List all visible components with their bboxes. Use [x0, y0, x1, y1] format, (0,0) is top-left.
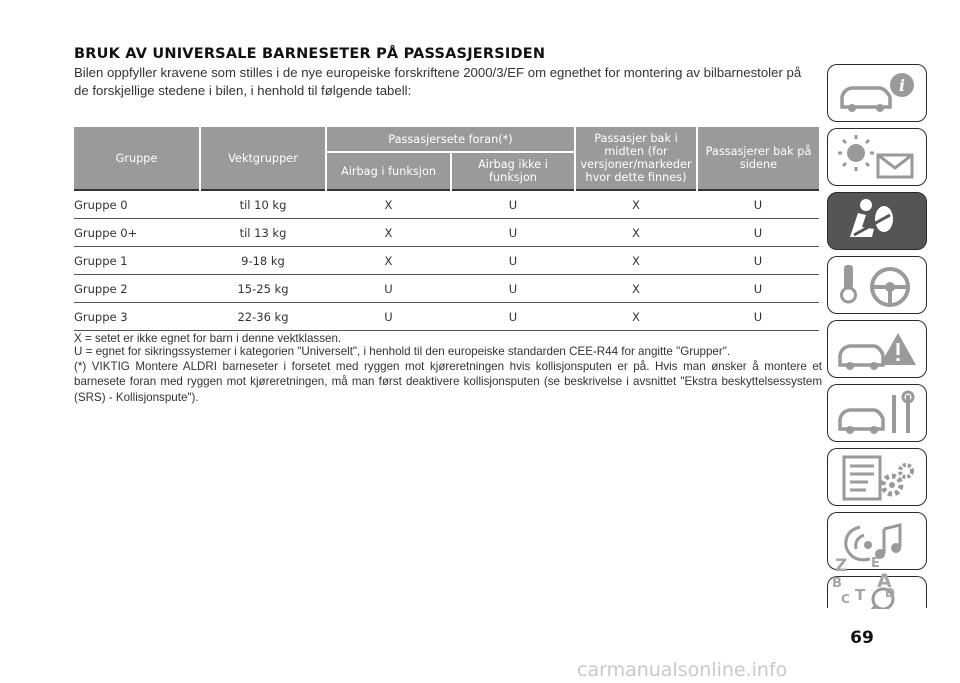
cell-group: Gruppe 1	[74, 247, 200, 275]
child-seat-table	[74, 127, 819, 331]
car-maintenance-wrench-icon	[828, 385, 928, 443]
cell-weight: 15-25 kg	[200, 275, 326, 303]
cell-rear-center: X	[575, 247, 697, 275]
header-airbag-on: Airbag i funksjon	[326, 152, 451, 190]
header-front-seat: Passasjersete foran(*)	[326, 127, 575, 152]
chapter-tab-technical-data[interactable]	[827, 448, 927, 506]
table-notes	[74, 333, 822, 405]
table-row	[74, 219, 819, 247]
cell-airbag-off: U	[451, 190, 575, 219]
index-letter: B	[832, 576, 842, 591]
index-letters	[832, 556, 915, 606]
cell-airbag-on: X	[326, 219, 451, 247]
index-letter: D	[885, 586, 895, 600]
cell-rear-center: X	[575, 219, 697, 247]
cell-airbag-off: U	[451, 303, 575, 331]
cell-rear-side: U	[697, 275, 819, 303]
index-letter: T	[855, 586, 866, 604]
seat-airbag-safety-icon	[828, 193, 928, 251]
table-row	[74, 190, 819, 219]
cell-group: Gruppe 2	[74, 275, 200, 303]
cell-group: Gruppe 0+	[74, 219, 200, 247]
cell-rear-center: X	[575, 275, 697, 303]
cell-rear-center: X	[575, 303, 697, 331]
cell-airbag-on: U	[326, 275, 451, 303]
warning-lights-message-icon	[828, 129, 928, 187]
chapter-tab-maintenance[interactable]	[827, 384, 927, 442]
header-rear-center: Passasjer bak i midten (for versjoner/markeder hvor dette finnes)	[575, 127, 697, 190]
header-weight: Vektgrupper	[200, 127, 326, 190]
chapter-tab-warning-lights[interactable]	[827, 128, 927, 186]
cell-rear-center: X	[575, 190, 697, 219]
index-letter: C	[841, 592, 850, 606]
chapter-tab-car-info[interactable]	[827, 64, 927, 122]
cell-group: Gruppe 3	[74, 303, 200, 331]
index-letter: E	[871, 556, 880, 571]
car-info-icon	[828, 65, 928, 123]
cell-airbag-off: U	[451, 247, 575, 275]
table-row	[74, 247, 819, 275]
chapter-tab-starting-driving[interactable]	[827, 256, 927, 314]
header-group: Gruppe	[74, 127, 200, 190]
cell-weight: 9-18 kg	[200, 247, 326, 275]
emergency-breakdown-icon	[828, 321, 928, 379]
header-rear-side: Passasjerer bak på sidene	[697, 127, 819, 190]
cell-weight: til 13 kg	[200, 219, 326, 247]
cell-airbag-off: U	[451, 219, 575, 247]
table-row	[74, 275, 819, 303]
cell-weight: til 10 kg	[200, 190, 326, 219]
steering-wheel-key-icon	[828, 257, 928, 315]
cell-airbag-on: U	[326, 303, 451, 331]
cell-weight: 22-36 kg	[200, 303, 326, 331]
chapter-tab-safety[interactable]	[827, 192, 927, 250]
index-letter: Z	[835, 556, 848, 576]
page-title: BRUK AV UNIVERSALE BARNESETER PÅ PASSASJERSIDEN	[74, 46, 546, 62]
technical-data-gear-icon	[828, 449, 928, 507]
watermark-text: carmanualsonline.info	[577, 659, 788, 681]
cell-group: Gruppe 0	[74, 190, 200, 219]
cell-rear-side: U	[697, 190, 819, 219]
cell-airbag-on: X	[326, 190, 451, 219]
svg-text:i: i	[899, 76, 906, 95]
note-u-legend: U = egnet for sikringssystemer i kategorien "Universelt", i henhold til den europeiske standarden CEE-R44 for angitte "Grupper".	[74, 344, 731, 358]
chapter-tab-emergency[interactable]	[827, 320, 927, 378]
table-row	[74, 303, 819, 331]
cell-rear-side: U	[697, 219, 819, 247]
header-airbag-off: Airbag ikke i funksjon	[451, 152, 575, 190]
cell-rear-side: U	[697, 247, 819, 275]
note-airbag-warning: (*) VIKTIG Montere ALDRI barneseter i forsetet med ryggen mot kjøreretningen hvis kollisjonsputen er på. Hvis man ønsker å montere et barnesete foran med ryggen mot kjøreretningen, må man først deaktivere kollisjonsputen (se beskrivelse i avsnittet "Ekstra beskyttelsessystem (SRS) - Kollisjonspute").	[74, 359, 822, 404]
cell-airbag-on: X	[326, 247, 451, 275]
note-x-legend: X = setet er ikke egnet for barn i denne vektklassen.	[74, 332, 342, 345]
cell-airbag-off: U	[451, 275, 575, 303]
cell-rear-side: U	[697, 303, 819, 331]
index-letter: A	[877, 570, 892, 592]
page-number: 69	[850, 628, 874, 648]
intro-paragraph: Bilen oppfyller kravene som stilles i de nye europeiske forskriftene 2000/3/EF om egnethet for montering av bilbarnestoler på de forskjellige stedene i bilen, i henhold til følgende tabell:	[74, 65, 802, 98]
